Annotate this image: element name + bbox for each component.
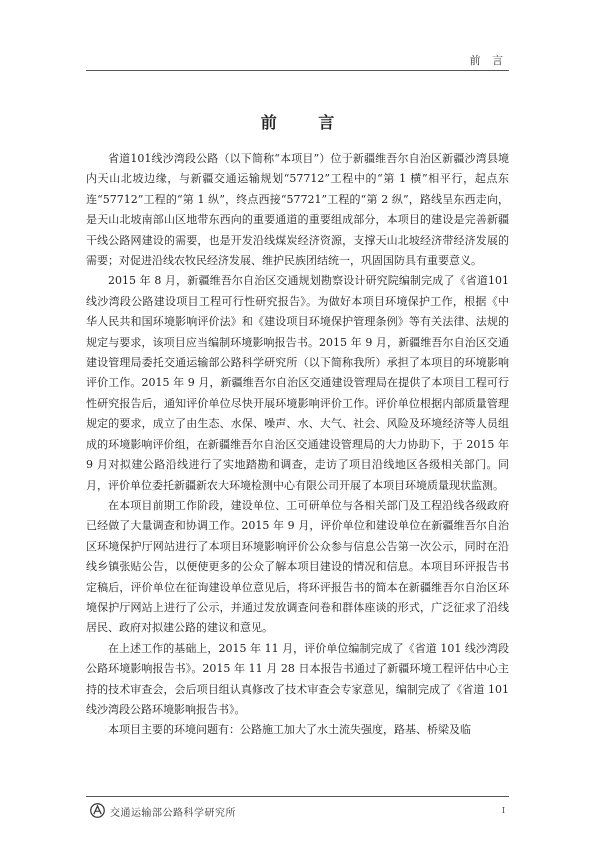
footer-rule [86, 796, 509, 797]
header-rule [86, 70, 509, 71]
paragraph: 在本项目前期工作阶段，建设单位、工可研单位与各相关部门及工程沿线各级政府已经做了大量调查和协调工作。2015 年 9 月，评价单位和建设单位在新疆维吾尔自治区环境保护厅网站进行了本项目环境影响评价公众参与信息公告第一次公示，同时在沿线乡镇张贴公告，以便使更多的公众了解本项目建设的情况和信息。本项目环评报告书定稿后，评价单位在征询建设单位意见后，将环评报告书的简本在新疆维吾尔自治区环境保护厅网站上进行了公示，并通过发放调查问卷和群体座谈的形式，广泛征求了沿线居民、政府对拟建公路的建议和意见。 [86, 498, 509, 635]
paragraph: 在上述工作的基础上，2015 年 11 月，评价单位编制完成了《省道 101 线沙湾段公路环境影响报告书》。2015 年 11 月 28 日本报告书通过了新疆环境工程评估中心主持的技术审查会，会后项目组认真修改了技术审查会专家意见，编制完成了《省道 101 线沙湾段公路环境影响报告书》。 [86, 641, 509, 716]
paragraph: 省道101线沙湾段公路（以下简称“本项目”）位于新疆维吾尔自治区新疆沙湾县境内天山北坡边缘，与新疆交通运输规划“57712”工程中的“第 1 横”相平行，起点东连“57712”工程的“第 1 纵”，终点西接“57721”工程的“第 2 纵”，路线呈东西走向，是天山北坡南部山区地带东西向的重要通道的重要组成部分，本项目的建设是完善新疆干线公路网建设的需要，也是开发沿线煤炭经济资源，支撑天山北坡经济带经济发展的需要；对促进沿线农牧民经济发展、维护民族团结统一，巩固国防具有重要意义。 [86, 152, 509, 268]
page-number: I [501, 806, 505, 815]
institute-logo-icon [90, 803, 105, 818]
paragraph: 2015 年 8 月，新疆维吾尔自治区交通规划勘察设计研究院编制完成了《省道101 线沙湾段公路建设项目工程可行性研究报告》。为做好本项目环境保护工作，根据《中华人民共和国环境影响评价法》和《建设项目环境保护管理条例》等有关法律、法规的规定与要求，该项目应当编制环境影响报告书。2015 年 9 月，新疆维吾尔自治区交通建设管理局委托交通运输部公路科学研究所（以下简称我所）承担了本项目的环境影响评价工作。2015 年 9 月，新疆维吾尔自治区交通建设管理局在提供了本项目工程可行性研究报告后，通知评价单位尽快开展环境影响评价工作。评价单位根据内部质量管理规定的要求，成立了由生态、水保、噪声、水、大气、社会、风险及环境经济等人员组成的环境影响评价组，在新疆维吾尔自治区交通建设管理局的大力协助下，于 2015 年 9 月对拟建公路沿线进行了实地踏勘和调查，走访了项目沿线地区各级相关部门。同月，评价单位委托新疆新农大环境检测中心有限公司开展了本项目环境质量现状监测。 [86, 274, 509, 492]
header-section-label: 前 言 [469, 54, 507, 67]
body-content [86, 149, 509, 741]
paragraph: 本项目主要的环境问题有：公路施工加大了水土流失强度，路基、桥梁及临 [108, 723, 471, 737]
page-title: 前 言 [260, 113, 353, 132]
footer-organization: 交通运输部公路科学研究所 [110, 808, 236, 819]
